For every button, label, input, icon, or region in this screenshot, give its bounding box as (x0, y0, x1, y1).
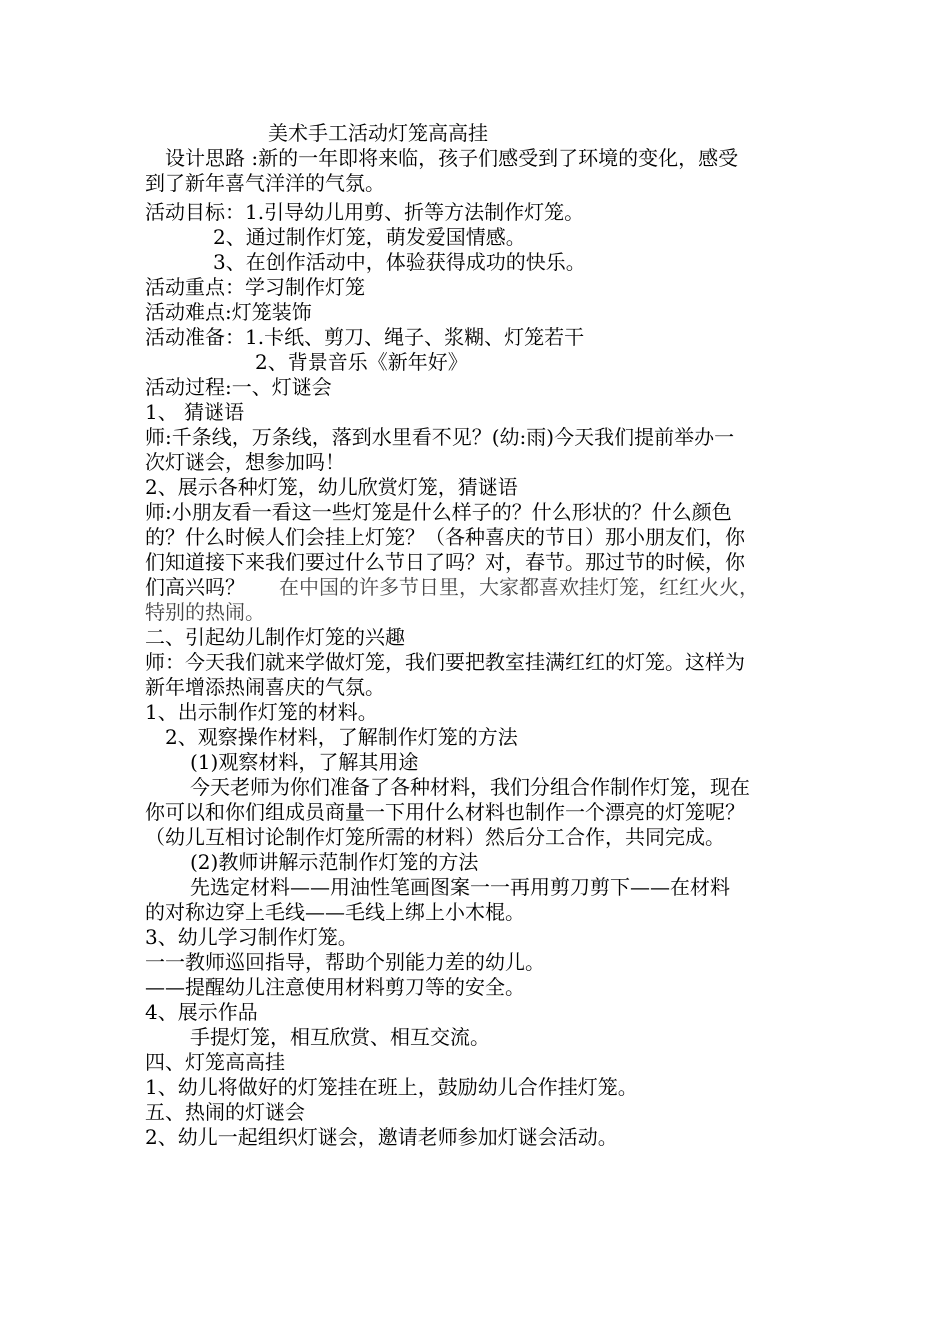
substep-observe: (1)观察材料，了解其用途 (190, 750, 419, 774)
teacher-question-line-1: 师:小朋友看一看这一些灯笼是什么样子的？什么形状的？什么颜色 (145, 500, 732, 524)
teacher-question-line-3: 们知道接下来我们要过什么节日了吗？对，春节。那过节的时候，你 (145, 550, 745, 574)
festival-line-2: 特别的热闹。 (145, 600, 265, 624)
objective-3: 3、在创作活动中，体验获得成功的快乐。 (213, 250, 586, 274)
process-heading: 活动过程:一、灯谜会 (145, 375, 332, 399)
step-show-lanterns: 2、展示各种灯笼，幼儿欣赏灯笼，猜谜语 (145, 475, 518, 499)
document-title: 美术手工活动灯笼高高挂 (268, 121, 488, 145)
difficulty: 活动难点:灯笼装饰 (145, 300, 312, 324)
safety-line: ——提醒幼儿注意使用材料剪刀等的安全。 (145, 975, 525, 999)
materials-line-1: 今天老师为你们准备了各种材料，我们分组合作制作灯笼，现在 (190, 775, 750, 799)
design-idea-line-1: 设计思路 :新的一年即将来临，孩子们感受到了环境的变化，感受 (165, 146, 739, 170)
section-4-heading: 四、灯笼高高挂 (145, 1050, 285, 1074)
objective-1: 活动目标：1.引导幼儿用剪、折等方法制作灯笼。 (145, 200, 585, 224)
design-idea-line-2: 到了新年喜气洋洋的气氛。 (145, 171, 385, 195)
step-show-works: 4、展示作品 (145, 1000, 258, 1024)
materials-line-3: （幼儿互相讨论制作灯笼所需的材料）然后分工合作，共同完成。 (145, 825, 725, 849)
festival-line-1: 在中国的许多节日里，大家都喜欢挂灯笼，红红火火， (279, 575, 759, 599)
substep-demonstrate: (2)教师讲解示范制作灯笼的方法 (190, 850, 479, 874)
teacher-intro-line-2: 新年增添热闹喜庆的气氛。 (145, 675, 385, 699)
step-children-make: 3、幼儿学习制作灯笼。 (145, 925, 358, 949)
teacher-intro-line-1: 师：今天我们就来学做灯笼，我们要把教室挂满红红的灯笼。这样为 (145, 650, 745, 674)
section-2-heading: 二、引起幼儿制作灯笼的兴趣 (145, 625, 405, 649)
hang-lanterns-line: 1、幼儿将做好的灯笼挂在班上，鼓励幼儿合作挂灯笼。 (145, 1075, 638, 1099)
riddle-party-line: 2、幼儿一起组织灯谜会，邀请老师参加灯谜会活动。 (145, 1125, 618, 1149)
teacher-riddle-line-1: 师:千条线，万条线，落到水里看不见？(幼:雨)今天我们提前举办一 (145, 425, 735, 449)
preparation-2: 2、背景音乐《新年好》 (255, 350, 468, 374)
method-line-1: 先选定材料——用油性笔画图案一一再用剪刀剪下——在材料 (190, 875, 730, 899)
materials-line-2: 你可以和你们组成员商量一下用什么材料也制作一个漂亮的灯笼呢？ (145, 800, 745, 824)
preparation-1: 活动准备：1.卡纸、剪刀、绳子、浆糊、灯笼若干 (145, 325, 585, 349)
step-observe: 2、观察操作材料，了解制作灯笼的方法 (165, 725, 518, 749)
objective-2: 2、通过制作灯笼，萌发爱国情感。 (213, 225, 526, 249)
teacher-question-line-2: 的？什么时候人们会挂上灯笼？（各种喜庆的节日）那小朋友们，你 (145, 525, 745, 549)
step-materials: 1、出示制作灯笼的材料。 (145, 700, 378, 724)
show-works-detail: 手提灯笼，相互欣赏、相互交流。 (190, 1025, 490, 1049)
teacher-question-line-4: 们高兴吗？ (145, 575, 245, 599)
guidance-line: 一一教师巡回指导，帮助个别能力差的幼儿。 (145, 950, 545, 974)
key-point: 活动重点：学习制作灯笼 (145, 275, 365, 299)
section-5-heading: 五、热闹的灯谜会 (145, 1100, 305, 1124)
method-line-2: 的对称边穿上毛线——毛线上绑上小木棍。 (145, 900, 525, 924)
teacher-riddle-line-2: 次灯谜会，想参加吗！ (145, 450, 345, 474)
step-riddle: 1、 猜谜语 (145, 400, 245, 424)
